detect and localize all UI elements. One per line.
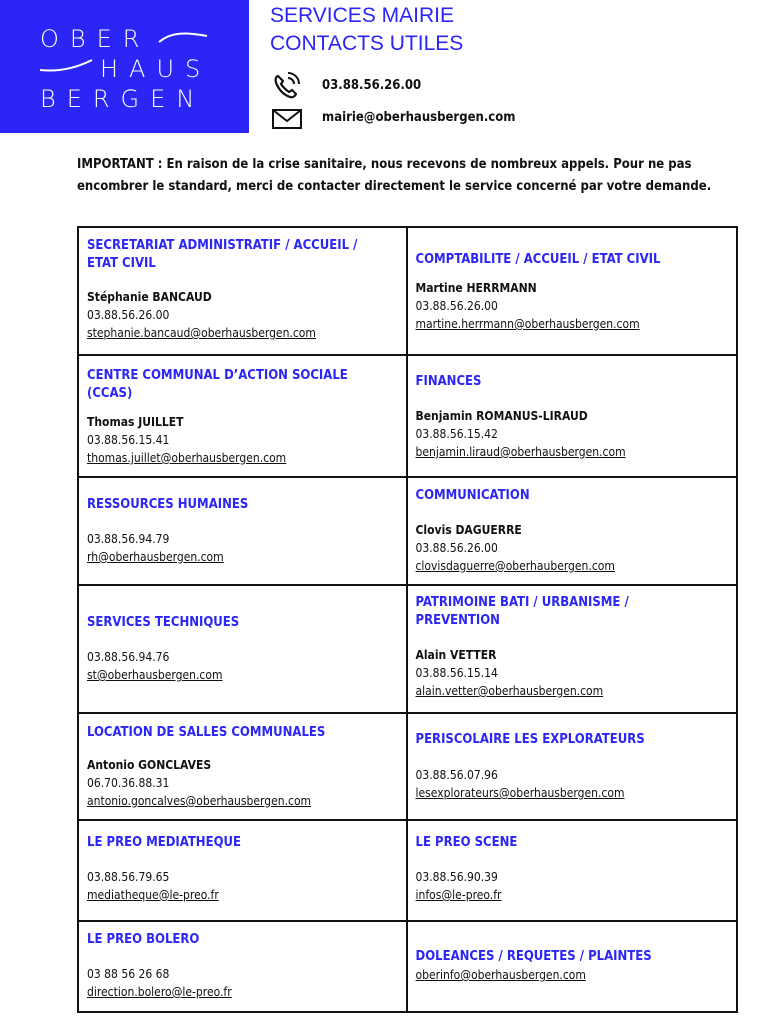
contact-name: Antonio GONCLAVES [87, 758, 212, 772]
service-card [408, 586, 737, 712]
contact-phone: 03.88.56.26.00 [415, 541, 498, 555]
service-card [79, 478, 408, 584]
contact-email[interactable]: st@oberhausbergen.com [87, 668, 223, 682]
contact-email[interactable]: direction.bolero@le-preo.fr [87, 985, 232, 999]
service-card [79, 714, 408, 819]
service-title: LE PREO BOLERO [87, 932, 200, 947]
logo-word-haus: HAUS [100, 55, 212, 83]
envelope-icon [272, 108, 302, 130]
contact-name: Martine HERRMANN [415, 281, 537, 295]
service-title: LE PREO SCENE [415, 835, 518, 850]
contact-phone: 03.88.56.15.42 [415, 427, 498, 441]
contact-name: Thomas JUILLET [87, 415, 184, 429]
contact-phone: 03.88.56.90.39 [415, 870, 498, 884]
service-card [408, 356, 737, 476]
table-row [79, 354, 736, 476]
service-card [79, 821, 408, 920]
logo-wave-top [157, 28, 209, 46]
contact-email[interactable]: martine.herrmann@oberhausbergen.com [415, 317, 640, 331]
phone-icon [272, 72, 302, 100]
contact-phone: 03.88.56.79.65 [87, 870, 170, 884]
service-title: FINANCES [415, 374, 482, 389]
table-row [79, 228, 736, 354]
main-email[interactable]: mairie@oberhausbergen.com [322, 110, 516, 125]
contact-phone: 03 88 56 26 68 [87, 967, 170, 981]
contact-email[interactable]: lesexplorateurs@oberhausbergen.com [415, 786, 625, 800]
service-card [408, 478, 737, 584]
service-title: COMPTABILITE / ACCUEIL / ETAT CIVIL [415, 252, 661, 267]
important-notice: IMPORTANT : En raison de la crise sanitaire, nous recevons de nombreux appels. Pour ne pas encombrer le standard, merci de contacter directement le service concerné par votre demande. [77, 157, 712, 194]
logo-word-ober: OBER [40, 25, 151, 53]
contact-name: Clovis DAGUERRE [415, 523, 522, 537]
main-email-row [272, 107, 516, 131]
service-title: LOCATION DE SALLES COMMUNALES [87, 725, 326, 740]
logo-wave-bottom [38, 56, 94, 74]
service-title: COMMUNICATION [415, 488, 530, 503]
contact-email[interactable]: oberinfo@oberhausbergen.com [415, 968, 586, 982]
contact-email[interactable]: rh@oberhausbergen.com [87, 550, 224, 564]
contact-name: Benjamin ROMANUS-LIRAUD [415, 409, 588, 423]
service-title: LE PREO MEDIATHEQUE [87, 835, 242, 850]
table-row [79, 476, 736, 584]
contact-email[interactable]: infos@le-preo.fr [415, 888, 502, 902]
table-row [79, 584, 736, 712]
contact-email[interactable]: thomas.juillet@oberhausbergen.com [87, 451, 287, 465]
service-card [408, 922, 737, 1011]
contact-email[interactable]: clovisdaguerre@oberhaubergen.com [415, 559, 615, 573]
contact-phone: 06.70.36.88.31 [87, 776, 170, 790]
contact-email[interactable]: antonio.goncalves@oberhausbergen.com [87, 794, 312, 808]
table-row [79, 819, 736, 920]
service-card [408, 228, 737, 354]
main-phone: 03.88.56.26.00 [322, 78, 422, 93]
contact-phone: 03.88.56.15.14 [415, 666, 498, 680]
service-title: DOLEANCES / REQUETES / PLAINTES [415, 949, 652, 964]
contact-phone: 03.88.56.15.41 [87, 433, 170, 447]
service-card [408, 714, 737, 819]
contact-name: Alain VETTER [415, 648, 497, 662]
service-card [79, 356, 408, 476]
page-title: SERVICES MAIRIE [270, 4, 454, 27]
contact-email[interactable]: stephanie.bancaud@oberhausbergen.com [87, 326, 316, 340]
table-row [79, 920, 736, 1011]
oberhausbergen-logo [0, 0, 249, 133]
contact-email[interactable]: alain.vetter@oberhausbergen.com [415, 684, 604, 698]
service-title: SECRETARIAT ADMINISTRATIF / ACCUEIL / ETAT CIVIL [87, 238, 358, 271]
contact-email[interactable]: mediatheque@le-preo.fr [87, 888, 219, 902]
service-title: PERISCOLAIRE LES EXPLORATEURS [415, 732, 645, 747]
contact-phone: 03.88.56.26.00 [415, 299, 498, 313]
service-card [79, 228, 408, 354]
contact-email[interactable]: benjamin.liraud@oberhausbergen.com [415, 445, 626, 459]
service-card [408, 821, 737, 920]
service-title: PATRIMOINE BATI / URBANISME / PREVENTION [415, 595, 629, 628]
service-card [79, 586, 408, 712]
contact-phone: 03.88.56.94.79 [87, 532, 170, 546]
service-card [79, 922, 408, 1011]
logo-word-bergen: BERGEN [40, 85, 206, 113]
contact-phone: 03.88.56.26.00 [87, 308, 170, 322]
contact-name: Stéphanie BANCAUD [87, 290, 212, 304]
services-table [77, 226, 738, 1013]
service-title: SERVICES TECHNIQUES [87, 615, 240, 630]
contact-phone: 03.88.56.07.96 [415, 768, 498, 782]
service-title: RESSOURCES HUMAINES [87, 497, 249, 512]
service-title: CENTRE COMMUNAL D’ACTION SOCIALE (CCAS) [87, 368, 348, 401]
table-row [79, 712, 736, 819]
main-phone-row [272, 72, 422, 100]
contact-phone: 03.88.56.94.76 [87, 650, 170, 664]
page-subtitle: CONTACTS UTILES [270, 32, 464, 55]
